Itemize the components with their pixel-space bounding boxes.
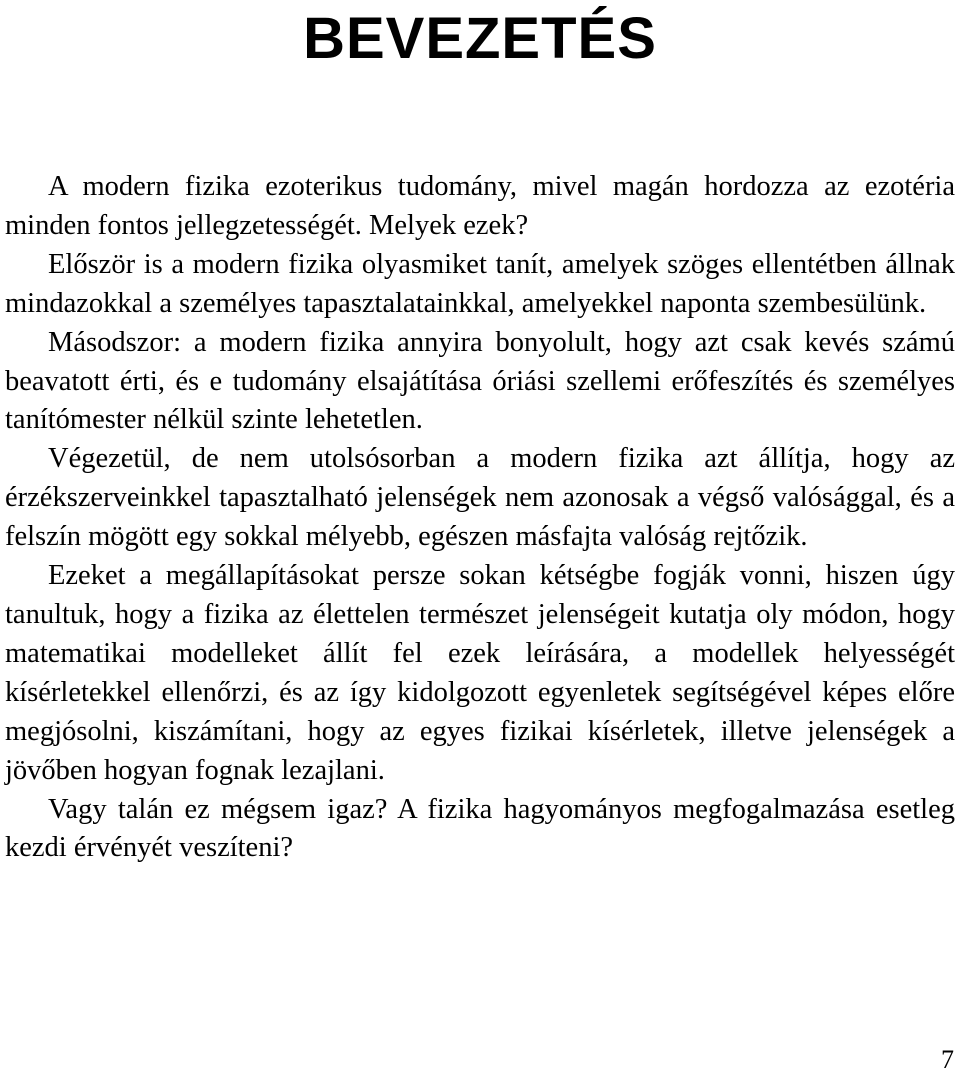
paragraph-objection: Ezeket a megállapításokat persze sokan kétségbe fogják vonni, hiszen úgy tanultuk, hogy a fizika az élettelen természet jelenségeit kutatja oly módon, hogy matematikai modelleket állít fel ezek leírására, a modellek helyességét kísérletekkel ellenőrzi, és az így kidolgozott egyenletek segítségével képes előre megjósolni, kiszámítani, hogy az egyes fizikai kísérletek, illetve jelenségek a jövőben hogyan fognak lezajlani. <box>5 560 955 786</box>
paragraph-intro: A modern fizika ezoterikus tudomány, mivel magán hordozza az ezotéria minden fontos jellegzetességét. Melyek ezek? <box>5 171 955 241</box>
chapter-body <box>5 168 955 868</box>
paragraph-second-point: Másodszor: a modern fizika annyira bonyolult, hogy azt csak kevés számú beavatott érti, és e tudomány elsajátítása óriási szellemi erőfeszítés és személyes tanítómester nélkül szinte lehetetlen. <box>5 326 955 436</box>
paragraph-third-point: Végezetül, de nem utolsósorban a modern fizika azt állítja, hogy az érzékszerveinkkel tapasztalható jelenségek nem azonosak a végső valósággal, és a felszín mögött egy sokkal mélyebb, egészen másfajta valóság rejtőzik. <box>5 443 955 553</box>
paragraph-first-point: Először is a modern fizika olyasmiket tanít, amelyek szöges ellentétben állnak mindazokkal a személyes tapasztalatainkkal, amelyekkel naponta szembesülünk. <box>5 248 955 319</box>
page-number: 7 <box>941 1045 954 1074</box>
paragraph-question: Vagy talán ez mégsem igaz? A fizika hagyományos megfogalmazása esetleg kezdi érvényét veszíteni? <box>5 793 955 864</box>
chapter-title: BEVEZETÉS <box>303 6 657 71</box>
